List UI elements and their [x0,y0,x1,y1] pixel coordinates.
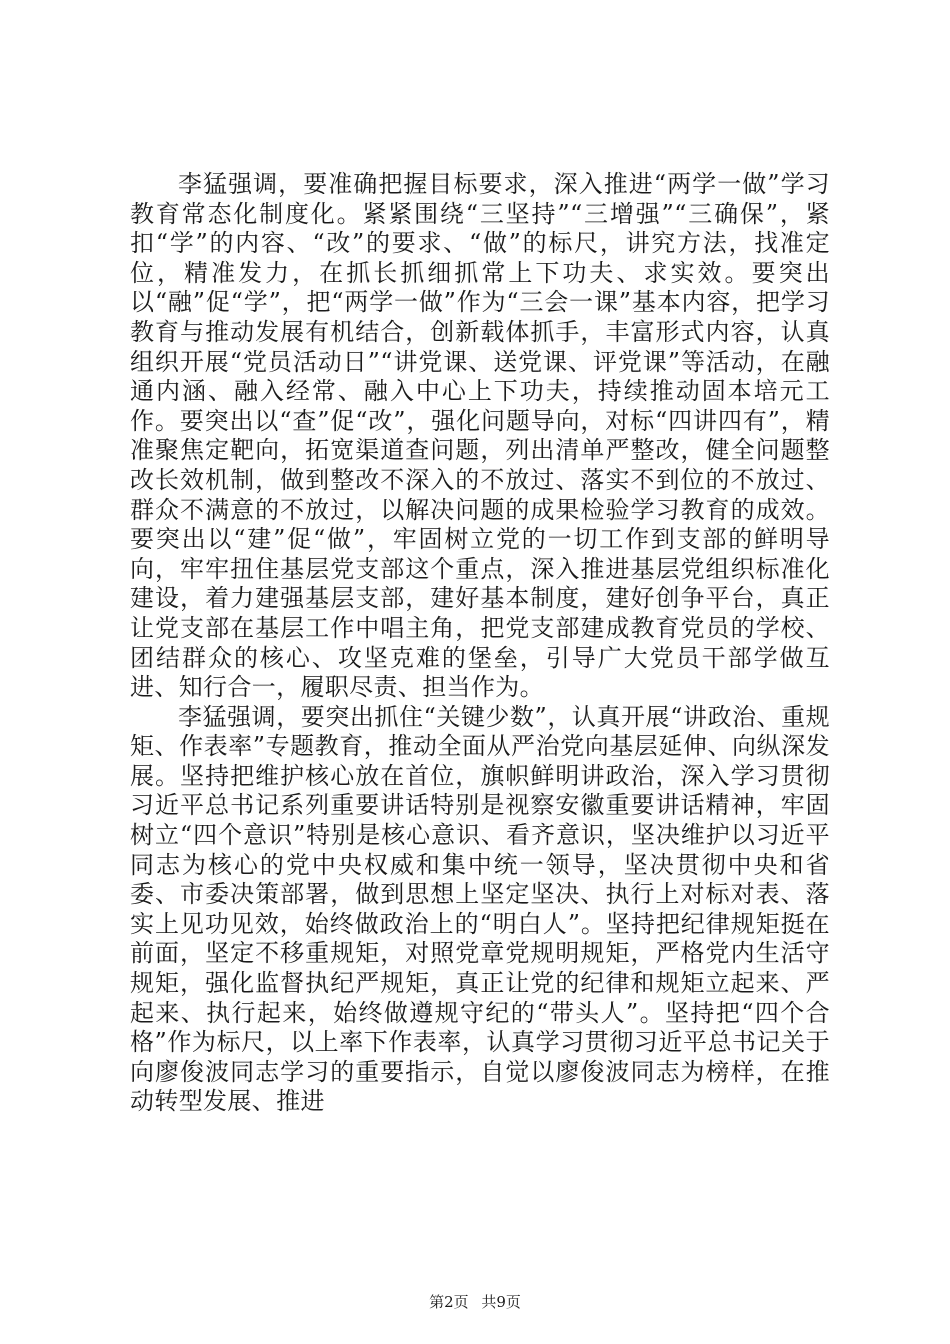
document-body [130,170,830,1117]
page-footer [0,1291,950,1312]
paragraph-1: 李猛强调，要准确把握目标要求，深入推进“两学一做”学习教育常态化制度化。紧紧围绕“三坚持”“三增强”“三确保”，紧扣“学”的内容、“改”的要求、“做”的标尺，讲究方法，找准定位，精准发力，在抓长抓细抓常上下功夫、求实效。要突出以“融”促“学”，把“两学一做”作为“三会一课”基本内容，把学习教育与推动发展有机结合，创新载体抓手，丰富形式内容，认真组织开展“党员活动日”“讲党课、送党课、评党课”等活动，在融通内涵、融入经常、融入中心上下功夫，持续推动固本培元工作。要突出以“查”促“改”，强化问题导向，对标“四讲四有”，精准聚焦定靶向，拓宽渠道查问题，列出清单严整改，健全问题整改长效机制，做到整改不深入的不放过、落实不到位的不放过、群众不满意的不放过，以解决问题的成果检验学习教育的成效。要突出以“建”促“做”，牢固树立党的一切工作到支部的鲜明导向，牢牢扭住基层党支部这个重点，深入推进基层党组织标准化建设，着力建强基层支部，建好基本制度，建好创争平台，真正让党支部在基层工作中唱主角，把党支部建成教育党员的学校、团结群众的核心、攻坚克难的堡垒，引导广大党员干部学做互进、知行合一，履职尽责、担当作为。 [130,170,830,702]
paragraph-2: 李猛强调，要突出抓住“关键少数”，认真开展“讲政治、重规矩、作表率”专题教育，推动全面从严治党向基层延伸、向纵深发展。坚持把维护核心放在首位，旗帜鲜明讲政治，深入学习贯彻习近平总书记系列重要讲话特别是视察安徽重要讲话精神，牢固树立“四个意识”特别是核心意识、看齐意识，坚决维护以习近平同志为核心的党中央权威和集中统一领导，坚决贯彻中央和省委、市委决策部署，做到思想上坚定坚决、执行上对标对表、落实上见功见效，始终做政治上的“明白人”。坚持把纪律规矩挺在前面，坚定不移重规矩，对照党章党规明规矩，严格党内生活守规矩，强化监督执纪严规矩，真正让党的纪律和规矩立起来、严起来、执行起来，始终做遵规守纪的“带头人”。坚持把“四个合格”作为标尺，以上率下作表率，认真学习贯彻习近平总书记关于向廖俊波同志学习的重要指示，自觉以廖俊波同志为榜样，在推动转型发展、推进 [130,702,830,1116]
page-number: 第2页 [429,1293,469,1311]
page-total: 共9页 [481,1293,521,1311]
